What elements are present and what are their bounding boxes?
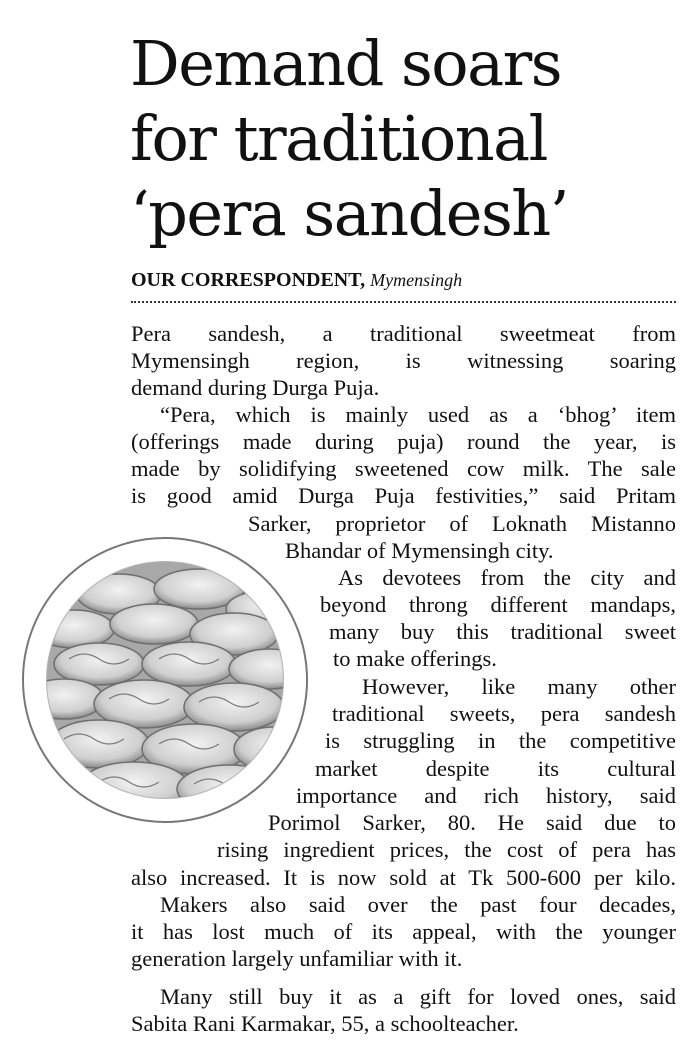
article-line: it has lost much of its appeal, with the younger — [131, 919, 676, 944]
headline-line: for traditional — [130, 102, 547, 175]
article-line: is struggling in the competitive — [325, 728, 676, 753]
sweets-photo-icon — [24, 539, 306, 821]
article-line: (offerings made during puja) round the year, is — [131, 429, 676, 454]
article-line: As devotees from the city and — [338, 565, 676, 590]
dotted-divider — [131, 301, 676, 303]
article-line: importance and rich history, said — [296, 783, 676, 808]
article-line: Mymensingh region, is witnessing soaring — [131, 348, 676, 373]
article-line: demand during Durga Puja. — [131, 375, 380, 400]
article-line: is good amid Durga Puja festivities,” said Pritam — [131, 483, 676, 508]
article-line: made by solidifying sweetened cow milk. The sale — [131, 456, 676, 481]
article-line: Bhandar of Mymensingh city. — [285, 538, 554, 563]
article-line: generation largely unfamiliar with it. — [131, 946, 463, 971]
headline-line: Demand soars — [130, 27, 562, 100]
byline-location: Mymensingh — [370, 270, 463, 290]
article-line: Many still buy it as a gift for loved ones, said — [160, 984, 676, 1009]
byline-author: OUR CORRESPONDENT, — [131, 269, 366, 291]
article-line: market despite its cultural — [315, 756, 676, 781]
article-line: beyond throng different mandaps, — [320, 592, 676, 617]
article-line: “Pera, which is mainly used as a ‘bhog’ item — [160, 402, 676, 427]
byline — [131, 268, 676, 292]
article-line: also increased. It is now sold at Tk 500-600 per kilo. — [131, 865, 676, 890]
headline-line: ‘pera sandesh’ — [130, 177, 568, 250]
article-line: rising ingredient prices, the cost of pera has — [217, 837, 676, 862]
article-line: Pera sandesh, a traditional sweetmeat from — [131, 321, 676, 346]
article-line: many buy this traditional sweet — [329, 619, 676, 644]
article-line: to make offerings. — [333, 646, 497, 671]
article-line: Sabita Rani Karmakar, 55, a schoolteacher. — [131, 1011, 519, 1036]
sweets-photo — [22, 537, 308, 823]
article-line: Makers also said over the past four decades, — [160, 892, 676, 917]
article-line: However, like many other — [362, 674, 676, 699]
headline — [130, 26, 670, 251]
article-line: Sarker, proprietor of Loknath Mistanno — [248, 511, 676, 536]
article-line: Porimol Sarker, 80. He said due to — [268, 810, 676, 835]
article-line: traditional sweets, pera sandesh — [332, 701, 676, 726]
